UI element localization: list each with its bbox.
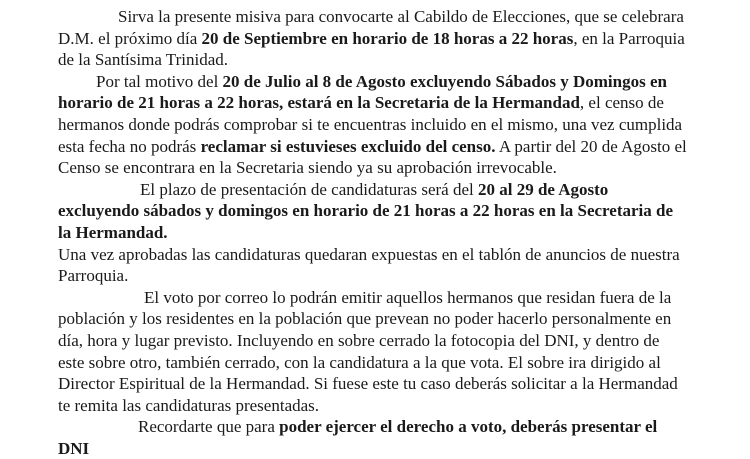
paragraph-convocatoria	[58, 6, 690, 71]
text-segment: El voto por correo lo podrán emitir aquellos hermanos que residan fuera de la población y los residentes en la población que prevean no poder hacerlo personalmente en día, hora y lugar previsto. Incluyendo en sobre cerrado la fotocopia del DNI, y dentro de este sobre otro, también cerrado, con la candidatura a la que vota. El sobre ira dirigido al Director Espiritual de la Hermandad. Si fuese este tu caso deberás solicitar a la Hermandad te remita las candidaturas presentadas.	[58, 287, 678, 415]
paragraph-candidaturas-plazo	[58, 179, 690, 244]
paragraph-censo	[58, 71, 690, 179]
text-segment-bold: 20 al 29 de Agosto excluyendo sábados y domingos en horario de 21 horas a 22 horas en la Secretaria de la Hermandad.	[58, 179, 674, 242]
text-segment-bold: reclamar si estuvieses excluido del censo.	[200, 136, 496, 156]
paragraph-derecho-voto	[58, 416, 690, 459]
text-segment: Una vez aprobadas las candidaturas quedaran expuestas en el tablón de anuncios de nuestra Parroquia.	[58, 244, 680, 286]
text-segment: Sirva la presente misiva para convocarte al Cabildo de Elecciones, que se celebrara D.M. el próximo día	[58, 7, 684, 48]
text-segment-bold: 20 de Julio al 8 de Agosto excluyendo Sábados y Domingos en horario de 21 horas a 22 horas, estará en la Secretaria de la Hermandad	[58, 71, 667, 113]
text-segment: Recordarte que para	[138, 417, 280, 437]
paragraph-candidaturas-expuestas	[58, 244, 690, 287]
text-segment: A partir del 20 de Agosto el Censo se encontrara en la Secretaria siendo ya su aprobación irrevocable.	[58, 136, 687, 178]
text-segment: El plazo de presentación de candidaturas será del	[140, 179, 478, 199]
text-segment: , en la Parroquia de la Santísima Trinidad.	[58, 28, 685, 70]
text-segment-bold: poder ejercer el derecho a voto, deberás presentar el DNI	[58, 417, 658, 458]
text-segment-bold: 20 de Septiembre en horario de 18 horas a 22 horas	[201, 28, 574, 48]
paragraph-voto-correo	[58, 287, 690, 417]
text-segment: Por tal motivo del	[96, 71, 223, 91]
text-segment: , el censo de hermanos donde podrás comprobar si te encuentras incluido en el mismo, una vez cumplida esta fecha no podrás	[58, 93, 683, 156]
